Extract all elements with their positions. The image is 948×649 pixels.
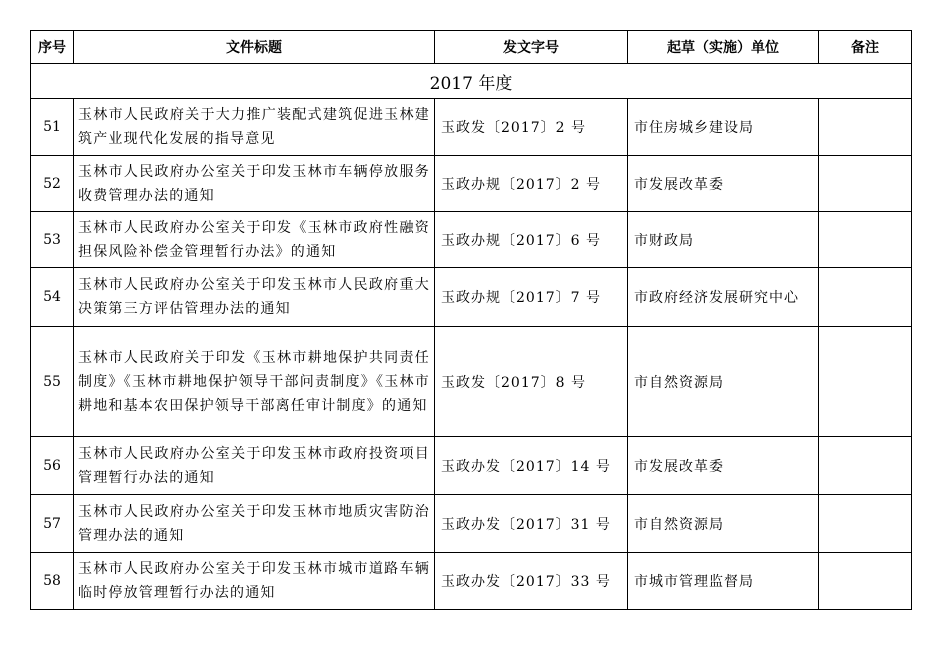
table-row	[31, 437, 912, 495]
row-note	[819, 553, 912, 610]
table-row	[31, 212, 912, 268]
document-table	[30, 30, 912, 610]
row-unit: 市发展改革委	[628, 437, 819, 495]
row-unit: 市城市管理监督局	[628, 553, 819, 610]
row-note	[819, 212, 912, 268]
row-title: 玉林市人民政府关于印发《玉林市耕地保护共同责任制度》《玉林市耕地保护领导干部问责制度》《玉林市耕地和基本农田保护领导干部离任审计制度》的通知	[74, 327, 435, 437]
row-code: 玉政办规〔2017〕6 号	[435, 212, 628, 268]
row-title: 玉林市人民政府办公室关于印发玉林市地质灾害防治管理办法的通知	[74, 495, 435, 553]
header-seq: 序号	[31, 31, 74, 64]
year-row	[31, 64, 912, 99]
row-unit: 市财政局	[628, 212, 819, 268]
row-title: 玉林市人民政府办公室关于印发玉林市人民政府重大决策第三方评估管理办法的通知	[74, 268, 435, 327]
table-row	[31, 156, 912, 212]
row-note	[819, 156, 912, 212]
row-code: 玉政办规〔2017〕2 号	[435, 156, 628, 212]
row-note	[819, 327, 912, 437]
row-number: 58	[31, 553, 74, 610]
header-code: 发文字号	[435, 31, 628, 64]
row-code: 玉政办发〔2017〕31 号	[435, 495, 628, 553]
row-title: 玉林市人民政府办公室关于印发《玉林市政府性融资担保风险补偿金管理暂行办法》的通知	[74, 212, 435, 268]
row-code: 玉政发〔2017〕8 号	[435, 327, 628, 437]
row-note	[819, 495, 912, 553]
row-code: 玉政办规〔2017〕7 号	[435, 268, 628, 327]
row-note	[819, 268, 912, 327]
row-unit: 市住房城乡建设局	[628, 99, 819, 156]
row-unit: 市自然资源局	[628, 327, 819, 437]
row-note	[819, 437, 912, 495]
table-row	[31, 553, 912, 610]
row-number: 55	[31, 327, 74, 437]
row-unit: 市发展改革委	[628, 156, 819, 212]
row-number: 56	[31, 437, 74, 495]
header-row	[31, 31, 912, 64]
row-unit: 市自然资源局	[628, 495, 819, 553]
row-title: 玉林市人民政府办公室关于印发玉林市政府投资项目管理暂行办法的通知	[74, 437, 435, 495]
row-note	[819, 99, 912, 156]
row-title: 玉林市人民政府办公室关于印发玉林市城市道路车辆临时停放管理暂行办法的通知	[74, 553, 435, 610]
row-code: 玉政办发〔2017〕14 号	[435, 437, 628, 495]
row-code: 玉政发〔2017〕2 号	[435, 99, 628, 156]
header-unit: 起草（实施）单位	[628, 31, 819, 64]
row-unit: 市政府经济发展研究中心	[628, 268, 819, 327]
table-row	[31, 327, 912, 437]
header-note: 备注	[819, 31, 912, 64]
row-title: 玉林市人民政府办公室关于印发玉林市车辆停放服务收费管理办法的通知	[74, 156, 435, 212]
row-number: 54	[31, 268, 74, 327]
table-row	[31, 268, 912, 327]
table-row	[31, 495, 912, 553]
row-code: 玉政办发〔2017〕33 号	[435, 553, 628, 610]
table-row	[31, 99, 912, 156]
row-number: 51	[31, 99, 74, 156]
row-number: 53	[31, 212, 74, 268]
header-title: 文件标题	[74, 31, 435, 64]
row-title: 玉林市人民政府关于大力推广装配式建筑促进玉林建筑产业现代化发展的指导意见	[74, 99, 435, 156]
year-label: 2017 年度	[31, 64, 912, 99]
row-number: 52	[31, 156, 74, 212]
row-number: 57	[31, 495, 74, 553]
